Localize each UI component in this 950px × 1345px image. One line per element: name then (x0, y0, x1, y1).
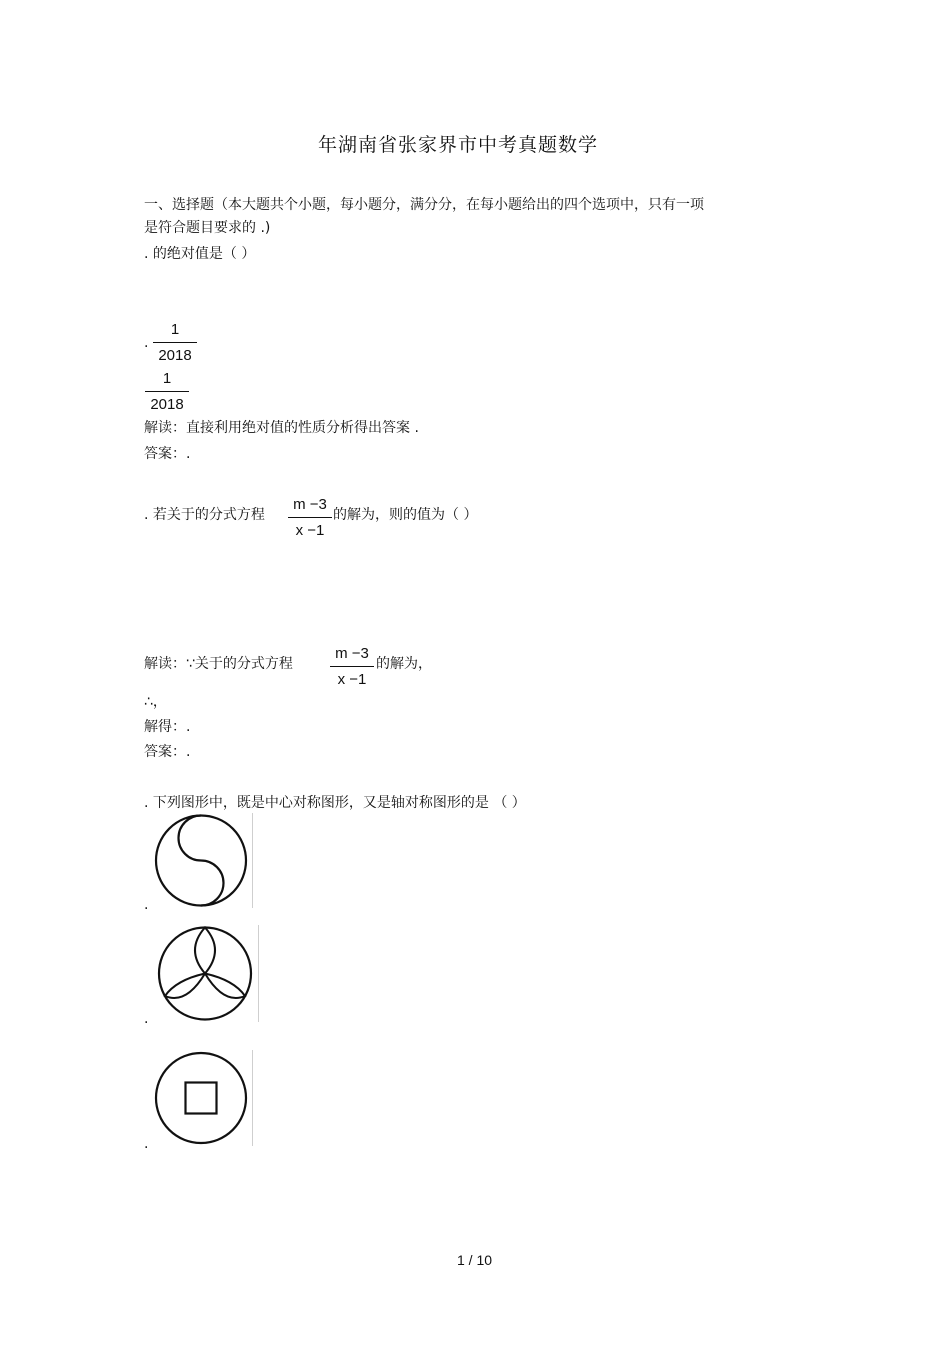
q2-analysis-fraction-bar (330, 666, 374, 667)
q2-analysis-fraction (330, 645, 374, 689)
section-header-line2: 是符合题目要求的 .) (144, 220, 271, 236)
page-number: 1 / 10 (457, 1252, 493, 1268)
q3-option-dot-b: . (144, 1011, 149, 1027)
q2-solve: 解得：. (144, 719, 191, 735)
q2-analysis-suffix: 的解为， (376, 656, 432, 672)
coin-square-figure (153, 1050, 253, 1146)
q1-stem: . 的绝对值是（ ） (144, 246, 256, 262)
q1-fraction-1-numerator: 1 (170, 321, 180, 338)
q1-answer: 答案：. (144, 446, 191, 462)
taiji-figure (153, 813, 253, 908)
q1-fraction-1 (153, 321, 197, 365)
q2-therefore: ∴， (144, 694, 167, 710)
q2-answer: 答案：. (144, 744, 191, 760)
q1-fraction-2-denominator: 2018 (150, 396, 184, 413)
q2-stem-suffix: 的解为，则的值为（ ） (333, 507, 478, 523)
q2-fraction-numerator: m −3 (293, 496, 327, 513)
q2-fraction (288, 496, 332, 540)
document-title: 年湖南省张家界市中考真题数学 (318, 134, 599, 156)
q1-fraction-2-numerator: 1 (162, 370, 172, 387)
q3-option-dot-c: . (144, 1136, 149, 1152)
q3-stem: . 下列图形中，既是中心对称图形，又是轴对称图形的是 （ ） (144, 795, 526, 811)
q1-fraction-1-denominator: 2018 (158, 347, 192, 364)
q2-fraction-denominator: x −1 (295, 522, 325, 539)
q1-fraction-2-bar (145, 391, 189, 392)
q1-fraction-1-bar (153, 342, 197, 343)
q2-fraction-bar (288, 517, 332, 518)
q2-stem-prefix: . 若关于的分式方程 (144, 507, 265, 523)
q2-analysis-prefix: 解读：∵关于的分式方程 (144, 656, 293, 672)
three-petal-figure (153, 925, 259, 1022)
q3-option-dot-a: . (144, 897, 149, 913)
q2-analysis-fraction-denominator: x −1 (337, 671, 367, 688)
q1-option-dot: . (144, 335, 149, 351)
q1-fraction-2 (145, 370, 189, 414)
q2-analysis-fraction-numerator: m −3 (335, 645, 369, 662)
section-header-line1: 一、选择题（本大题共个小题，每小题分，满分分，在每小题给出的四个选项中，只有一项 (144, 197, 704, 213)
q1-analysis: 解读：直接利用绝对值的性质分析得出答案 . (144, 420, 419, 436)
